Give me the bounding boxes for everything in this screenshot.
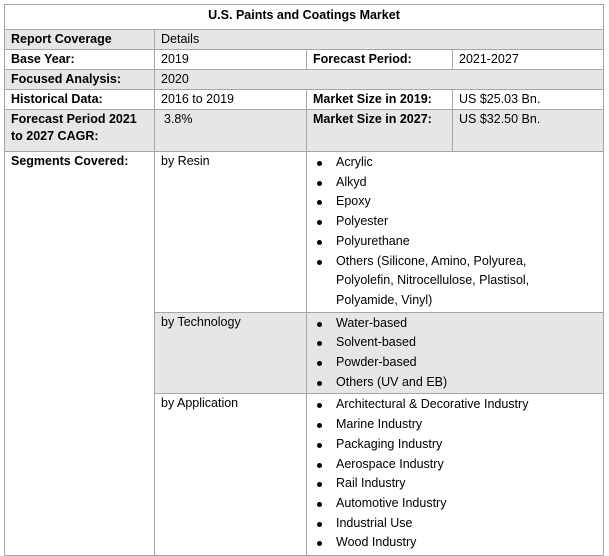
focused-analysis-label: Focused Analysis: bbox=[5, 70, 155, 90]
list-item: Wood Industry bbox=[313, 533, 597, 553]
list-item: Alkyd bbox=[313, 173, 597, 193]
list-item: Solvent-based bbox=[313, 333, 597, 353]
market-report-table bbox=[4, 4, 604, 556]
list-item: Powder-based bbox=[313, 353, 597, 373]
technology-list bbox=[313, 314, 597, 393]
header-details: Details bbox=[155, 30, 604, 50]
list-item: Marine Industry bbox=[313, 415, 597, 435]
market-size-2019-value: US $25.03 Bn. bbox=[453, 90, 604, 110]
segments-label: Segments Covered: bbox=[5, 152, 155, 556]
market-size-2027-value: US $32.50 Bn. bbox=[453, 110, 604, 152]
base-year-value: 2019 bbox=[155, 50, 307, 70]
list-item: Polyurethane bbox=[313, 232, 597, 252]
historical-data-label: Historical Data: bbox=[5, 90, 155, 110]
segment-application-cell bbox=[307, 394, 604, 556]
list-item: Others (UV and EB) bbox=[313, 373, 597, 393]
forecast-period-value: 2021-2027 bbox=[453, 50, 604, 70]
table-title: U.S. Paints and Coatings Market bbox=[5, 5, 604, 30]
application-list bbox=[313, 395, 597, 553]
segment-application-label: by Application bbox=[155, 394, 307, 556]
segment-technology-label: by Technology bbox=[155, 312, 307, 394]
segment-technology-cell bbox=[307, 312, 604, 394]
header-report-coverage: Report Coverage bbox=[5, 30, 155, 50]
list-item: Architectural & Decorative Industry bbox=[313, 395, 597, 415]
list-item: Industrial Use bbox=[313, 514, 597, 534]
forecast-period-label: Forecast Period: bbox=[307, 50, 453, 70]
list-item: Rail Industry bbox=[313, 474, 597, 494]
market-size-2027-label: Market Size in 2027: bbox=[307, 110, 453, 152]
segment-resin-label: by Resin bbox=[155, 152, 307, 313]
list-item: Automotive Industry bbox=[313, 494, 597, 514]
list-item: Aerospace Industry bbox=[313, 455, 597, 475]
market-size-2019-label: Market Size in 2019: bbox=[307, 90, 453, 110]
list-item: Acrylic bbox=[313, 153, 597, 173]
list-item: Packaging Industry bbox=[313, 435, 597, 455]
base-year-label: Base Year: bbox=[5, 50, 155, 70]
cagr-value: 3.8% bbox=[155, 110, 307, 152]
list-item: Others (Silicone, Amino, Polyurea, Polyolefin, Nitrocellulose, Plastisol, Polyamide, Vinyl) bbox=[313, 252, 597, 311]
historical-data-value: 2016 to 2019 bbox=[155, 90, 307, 110]
cagr-label: Forecast Period 2021 to 2027 CAGR: bbox=[5, 110, 155, 152]
focused-analysis-value: 2020 bbox=[155, 70, 604, 90]
list-item: Water-based bbox=[313, 314, 597, 334]
list-item: Polyester bbox=[313, 212, 597, 232]
list-item: Epoxy bbox=[313, 192, 597, 212]
segment-resin-cell bbox=[307, 152, 604, 313]
resin-list bbox=[313, 153, 597, 311]
